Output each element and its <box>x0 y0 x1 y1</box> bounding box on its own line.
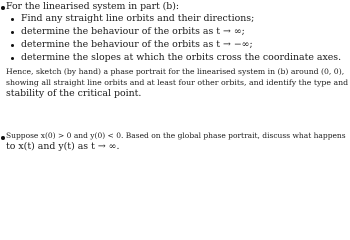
intro-text: For the linearised system in part (b): <box>6 1 179 12</box>
hence-paragraph-line: showing all straight line orbits and at least four other orbits, and identify the type and <box>6 78 349 87</box>
task-item: determine the slopes at which the orbits cross the coordinate axes. <box>21 52 342 63</box>
task-item: determine the behaviour of the orbits as t → −∞; <box>21 39 253 50</box>
bullet-icon <box>11 18 14 21</box>
bullet-icon <box>1 6 5 10</box>
task-item: determine the behaviour of the orbits as t → ∞; <box>21 26 245 37</box>
bullet-icon <box>1 136 5 140</box>
hence-paragraph-line: Hence, sketch (by hand) a phase portrait for the linearised system in (b) around (0, 0), <box>6 67 345 76</box>
bullet-icon <box>11 31 14 34</box>
hence-paragraph-line: stability of the critical point. <box>6 88 142 99</box>
task-item: Find any straight line orbits and their directions; <box>21 13 255 24</box>
suppose-paragraph-line: Suppose x(0) > 0 and y(0) < 0. Based on the global phase portrait, discuss what happens <box>6 131 346 140</box>
suppose-paragraph-line: to x(t) and y(t) as t → ∞. <box>6 141 120 152</box>
bullet-icon <box>11 44 14 47</box>
bullet-icon <box>11 57 14 60</box>
